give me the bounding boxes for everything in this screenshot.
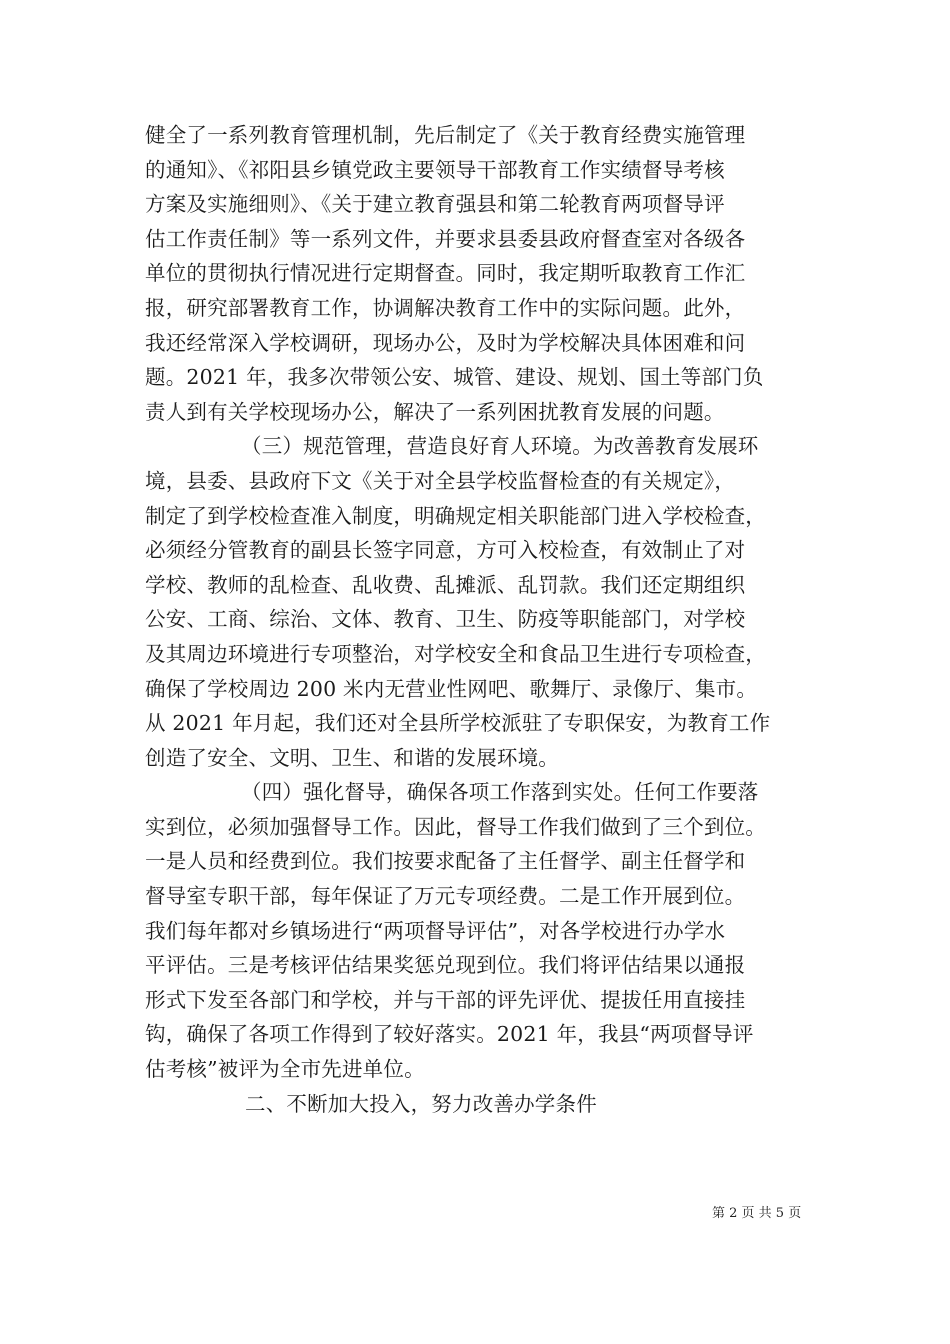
text-line: 我们每年都对乡镇场进行“两项督导评估”，对各学校进行办学水	[145, 918, 726, 943]
text-line: 一是人员和经费到位。我们按要求配备了主任督学、副主任督学和	[145, 849, 746, 874]
text-line: 健全了一系列教育管理机制，先后制定了《关于教育经费实施管理	[145, 123, 746, 147]
text-line: 确保了学校周边 200 米内无营业性网吧、歌舞厅、录像厅、集市。	[145, 676, 758, 701]
text-line: 学校、教师的乱检查、乱收费、乱摊派、乱罚款。我们还定期组织	[145, 572, 746, 597]
text-line: 单位的贯彻执行情况进行定期督查。同时，我定期听取教育工作汇	[145, 261, 746, 286]
text-line: 责人到有关学校现场办公，解决了一系列困扰教育发展的问题。	[145, 399, 725, 424]
section-heading: 二、不断加大投入，努力改善办学条件	[245, 1091, 597, 1116]
text-line: 境，县委、县政府下文《关于对全县学校监督检查的有关规定》，	[145, 468, 736, 493]
text-line: 钩，确保了各项工作得到了较好落实。2021 年，我县“两项督导评	[145, 1022, 754, 1047]
text-line: 制定了到学校检查准入制度，明确规定相关职能部门进入学校检查，	[145, 503, 766, 528]
text-line: 估工作责任制》等一系列文件，并要求县委县政府督查室对各级各	[145, 226, 746, 251]
text-line: 形式下发至各部门和学校，并与干部的评先评优、提拔任用直接挂	[145, 987, 746, 1012]
text-line: 的通知》、《祁阳县乡镇党政主要领导干部教育工作实绩督导考核	[145, 157, 725, 182]
document-body	[145, 118, 810, 1121]
text-line: 从 2021 年月起，我们还对全县所学校派驻了专职保安，为教育工作	[145, 711, 771, 736]
text-line: 估考核”被评为全市先进单位。	[145, 1057, 425, 1082]
paragraph-heading-3: （三）规范管理，营造良好育人环境。为改善教育发展环	[241, 434, 759, 459]
text-line: 题。2021 年，我多次带领公安、城管、建设、规划、国土等部门负	[145, 365, 764, 390]
text-line: 报，研究部署教育工作，协调解决教育工作中的实际问题。此外，	[145, 295, 746, 320]
paragraph-heading-4: （四）强化督导，确保各项工作落到实处。任何工作要落	[241, 780, 759, 805]
text-line: 督导室专职干部，每年保证了万元专项经费。二是工作开展到位。	[145, 884, 746, 909]
text-line: 创造了安全、文明、卫生、和谐的发展环境。	[145, 745, 559, 770]
text-line: 我还经常深入学校调研，现场办公，及时为学校解决具体困难和问	[145, 330, 746, 355]
text-line: 及其周边环境进行专项整治，对学校安全和食品卫生进行专项检查，	[145, 641, 766, 666]
text-line: 平评估。三是考核评估结果奖惩兑现到位。我们将评估结果以通报	[145, 953, 746, 978]
page-number: 第 2 页 共 5 页	[712, 1206, 802, 1221]
text-line: 必须经分管教育的副县长签字同意，方可入校检查，有效制止了对	[145, 538, 746, 563]
text-line: 实到位，必须加强督导工作。因此，督导工作我们做到了三个到位。	[145, 814, 766, 839]
text-line: 公安、工商、综治、文体、教育、卫生、防疫等职能部门，对学校	[145, 607, 746, 632]
text-line: 方案及实施细则》、《关于建立教育强县和第二轮教育两项督导评	[145, 192, 725, 217]
